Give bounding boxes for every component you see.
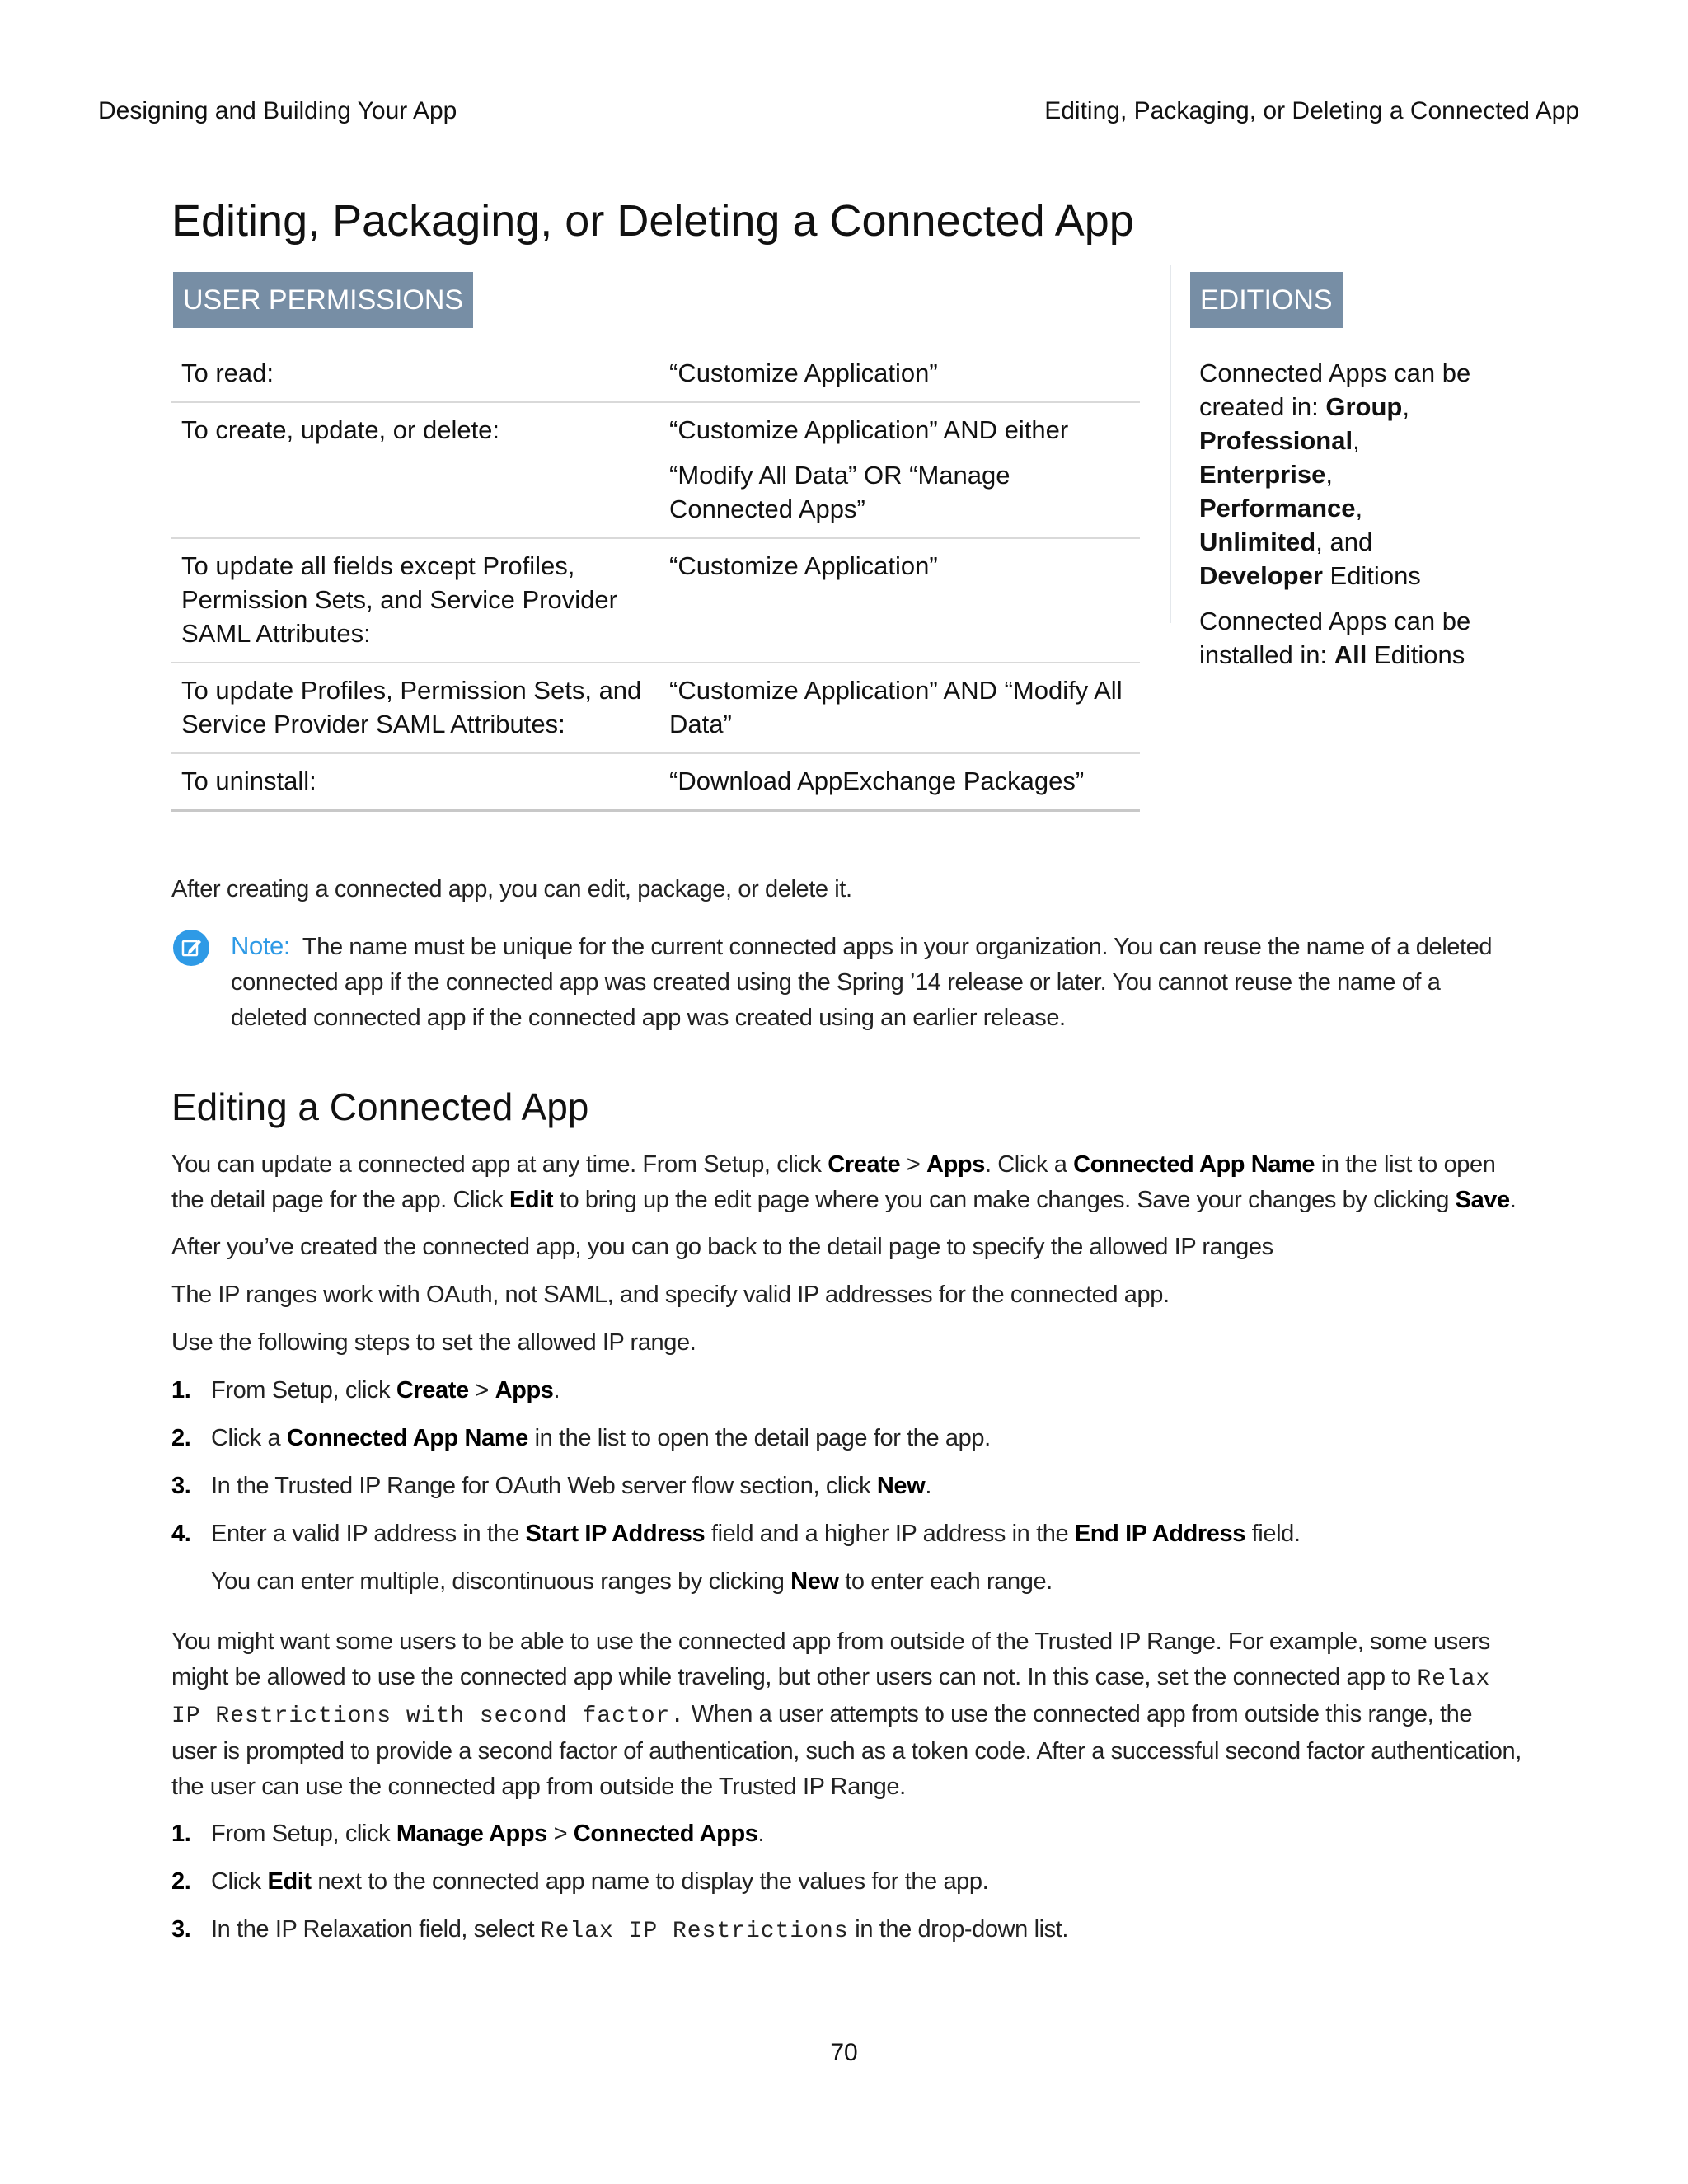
permission-action: To read: (171, 346, 659, 402)
intro-paragraph: After creating a connected app, you can edit, package, or delete it. (171, 876, 852, 902)
table-row (171, 663, 1140, 753)
permission-requirement: “Customize Application” (659, 538, 1140, 663)
editions-text (1199, 356, 1479, 683)
permissions-table (171, 346, 1140, 812)
list-item: 2. Click Edit next to the connected app name to display the values for the app. (171, 1868, 989, 1895)
permission-action: To update Profiles, Permission Sets, and Service Provider SAML Attributes: (171, 663, 659, 753)
table-row (171, 402, 1140, 538)
section-body (171, 1147, 1523, 1949)
table-row (171, 346, 1140, 402)
note-icon (173, 930, 209, 966)
list-item: 3. In the IP Relaxation field, select Relax IP Restrictions in the drop-down list. (171, 1916, 1069, 1944)
list-item: 2. Click a Connected App Name in the list to open the detail page for the app. (171, 1425, 991, 1451)
steps-list-trusted-ip (171, 1373, 1523, 1600)
editions-heading: EDITIONS (1190, 272, 1343, 328)
page-number: 70 (830, 2039, 858, 2066)
permission-requirement: “Customize Application” AND either “Modify All Data” OR “Manage Connected Apps” (659, 402, 1140, 538)
permission-requirement: “Customize Application” AND “Modify All Data” (659, 663, 1140, 753)
table-row (171, 753, 1140, 811)
note (231, 928, 1517, 1036)
section-title: Editing a Connected App (171, 1085, 589, 1128)
permission-action: To update all fields except Profiles, Permission Sets, and Service Provider SAML Attributes: (171, 538, 659, 663)
running-header-left: Designing and Building Your App (98, 97, 457, 124)
note-text: The name must be unique for the current connected apps in your organization. You can reuse the name of a deleted connected app if the connected app was created using the Spring ’14 release or later. You cannot reuse the name of a deleted connected app if the connected app was created using an earlier release. (231, 934, 1493, 1031)
paragraph: You might want some users to be able to use the connected app from outside of the Trusted IP Range. For example, some users might be allowed to use the connected app while traveling, but other users can not. In this case, set the connected app to Relax IP Restrictions with second factor. When a user attempts to use the connected app from outside this range, the user is prompted to provide a second factor of authentication, such as a token code. After a successful second factor authentication, the user can use the connected app from outside the Trusted IP Range. (171, 1629, 1522, 1800)
permission-action: To create, update, or delete: (171, 402, 659, 538)
permission-requirement: “Download AppExchange Packages” (659, 753, 1140, 811)
list-item: 1. From Setup, click Create > Apps. (171, 1377, 560, 1404)
code-relax-ip-restrictions: Relax IP Restrictions (540, 1919, 849, 1944)
steps-list-ip-relaxation (171, 1816, 1523, 1949)
permission-action: To uninstall: (171, 753, 659, 811)
paragraph: After you’ve created the connected app, you can go back to the detail page to specify the allowed IP ranges (171, 1234, 1273, 1260)
paragraph: Use the following steps to set the allowed IP range. (171, 1329, 696, 1356)
running-header-right: Editing, Packaging, or Deleting a Connected App (1044, 97, 1579, 124)
table-row (171, 538, 1140, 663)
permission-requirement: “Customize Application” (659, 346, 1140, 402)
note-label: Note: (231, 931, 291, 960)
paragraph: The IP ranges work with OAuth, not SAML, and specify valid IP addresses for the connected app. (171, 1282, 1170, 1308)
page-title: Editing, Packaging, or Deleting a Connected App (171, 196, 1134, 246)
list-item: 1. From Setup, click Manage Apps > Connected Apps. (171, 1821, 765, 1847)
editions-installed: Connected Apps can be installed in: All Editions (1199, 607, 1471, 669)
user-permissions-heading: USER PERMISSIONS (173, 272, 473, 328)
code-relax-ip-second-factor: Relax IP Restrictions with second factor. (171, 1666, 1491, 1729)
list-item: 3. In the Trusted IP Range for OAuth Web server flow section, click New. (171, 1473, 931, 1499)
paragraph: You can update a connected app at any time. From Setup, click Create > Apps. Click a Connected App Name in the list to open the detail page for the app. Click Edit to bring up the edit page where you can make changes. Save your changes by clicking Save. (171, 1151, 1517, 1213)
editions-created: Connected Apps can be created in: Group, Professional, Enterprise, Performance, Unlimited, and Developer Editions (1199, 359, 1471, 590)
list-item: 4. Enter a valid IP address in the Start IP Address field and a higher IP address in the End IP Address field. You can enter multiple, discontinuous ranges by clicking New to enter each range. (171, 1521, 1301, 1595)
editions-divider (1170, 265, 1171, 623)
